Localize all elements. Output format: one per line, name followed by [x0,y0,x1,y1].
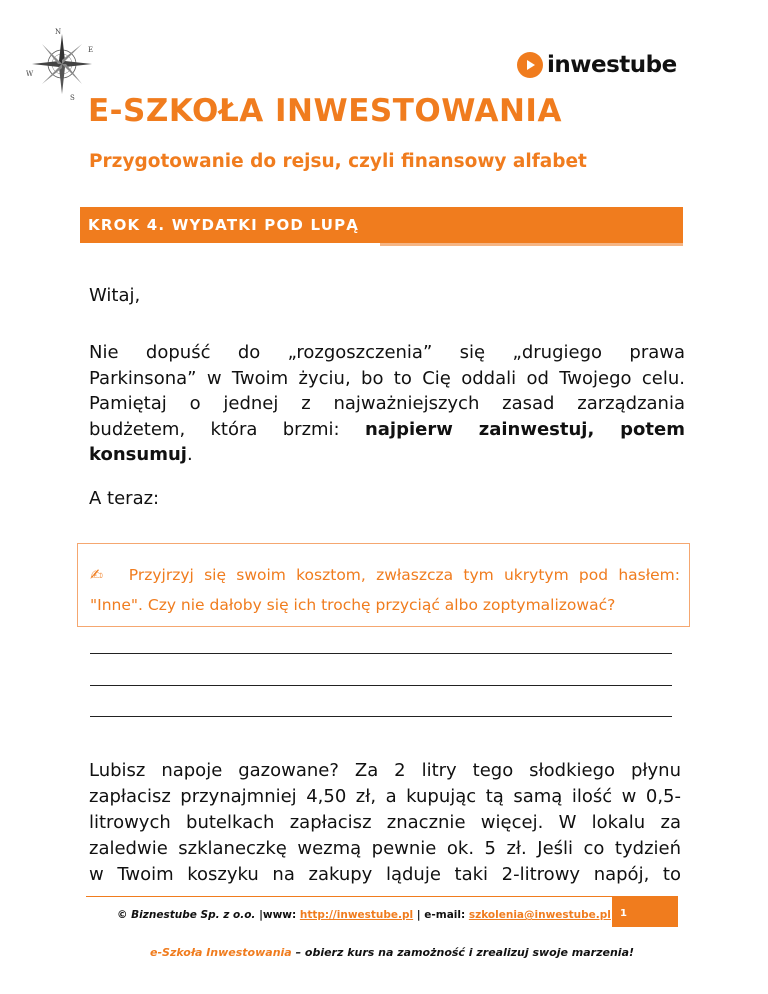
email-link[interactable]: szkolenia@inwestube.pl [468,909,611,921]
greeting: Witaj, [89,285,141,306]
footer-tagline [150,946,634,959]
paragraph-text: . [186,444,193,465]
compass-letter-w: W [26,70,34,78]
paragraph-line: Nie dopuść do „rozgoszczenia” się „drugiego prawa [89,342,685,363]
step-header [80,207,683,243]
task-text [90,560,680,620]
paragraph-line: w Twoim koszyku na zakupy ląduje taki 2-litrowy napój, to [89,864,681,885]
play-icon [517,52,543,78]
www-label: |www: [259,909,300,921]
task-line-text: Przyjrzyj się swoim kosztom, zwłaszcza tym ukrytym pod hasłem: [128,566,680,584]
compass-letter-n: N [55,28,62,36]
logo-text: inwestube [547,52,677,78]
rule-highlight: najpierw zainwestuj, potem konsumuj [89,418,685,465]
step-underline [80,243,380,246]
lead-in: A teraz: [89,488,160,509]
compass-rose-icon [22,24,100,102]
answer-line[interactable] [90,685,672,686]
paragraph-soda [89,758,681,888]
paragraph-text: budżetem, która brzmi: [89,418,365,440]
paragraph-line: zaledwie szklaneczkę wezmą pewnie ok. 5 zł. Jeśli co tydzień [89,838,681,859]
copyright: © Biznestube Sp. z o.o. [117,909,256,921]
task-line: "Inne". Czy nie dałoby się ich trochę przyciąć albo zoptymalizować? [90,596,616,614]
website-link[interactable]: http://inwestube.pl [299,909,414,921]
paragraph-line: Lubisz napoje gazowane? Za 2 litry tego słodkiego płynu [89,760,681,781]
compass-letter-s: S [70,94,75,102]
answer-line[interactable] [90,653,672,654]
paragraph-line: Parkinsona” w Twoim życiu, bo to Cię oddali od Twojego celu. [89,367,685,389]
page-subtitle: Przygotowanie do rejsu, czyli finansowy alfabet [89,151,587,172]
compass-letter-e: E [88,46,94,54]
inwestube-logo [517,52,677,78]
paragraph-intro [89,340,685,468]
page-number: 1 [620,908,627,919]
page-title: E-SZKOŁA INWESTOWANIA [88,93,562,129]
answer-line[interactable] [90,716,672,717]
page-number-badge [612,897,678,927]
step-rule [380,243,683,246]
paragraph-line: Pamiętaj o jednej z najważniejszych zasad zarządzania [89,393,685,414]
footer-divider [86,896,678,897]
step-label: KROK 4. WYDATKI POD LUPĄ [88,216,360,234]
email-label: | e-mail: [413,909,469,921]
tagline-text: – obierz kurs na zamożność i zrealizuj swoje marzenia! [291,946,635,959]
task-line [90,560,680,590]
paragraph-line [89,417,685,468]
tagline-brand: e-Szkoła Inwestowania [150,946,292,959]
task-box [77,543,690,627]
paragraph-line: zapłacisz przynajmniej 4,50 zł, a kupując tą samą ilość w 0,5- [89,786,681,807]
footer-info [117,909,618,921]
writing-hand-icon: ✍ [90,566,109,584]
paragraph-line: litrowych butelkach zapłacisz znacznie więcej. W lokalu za [89,812,681,833]
